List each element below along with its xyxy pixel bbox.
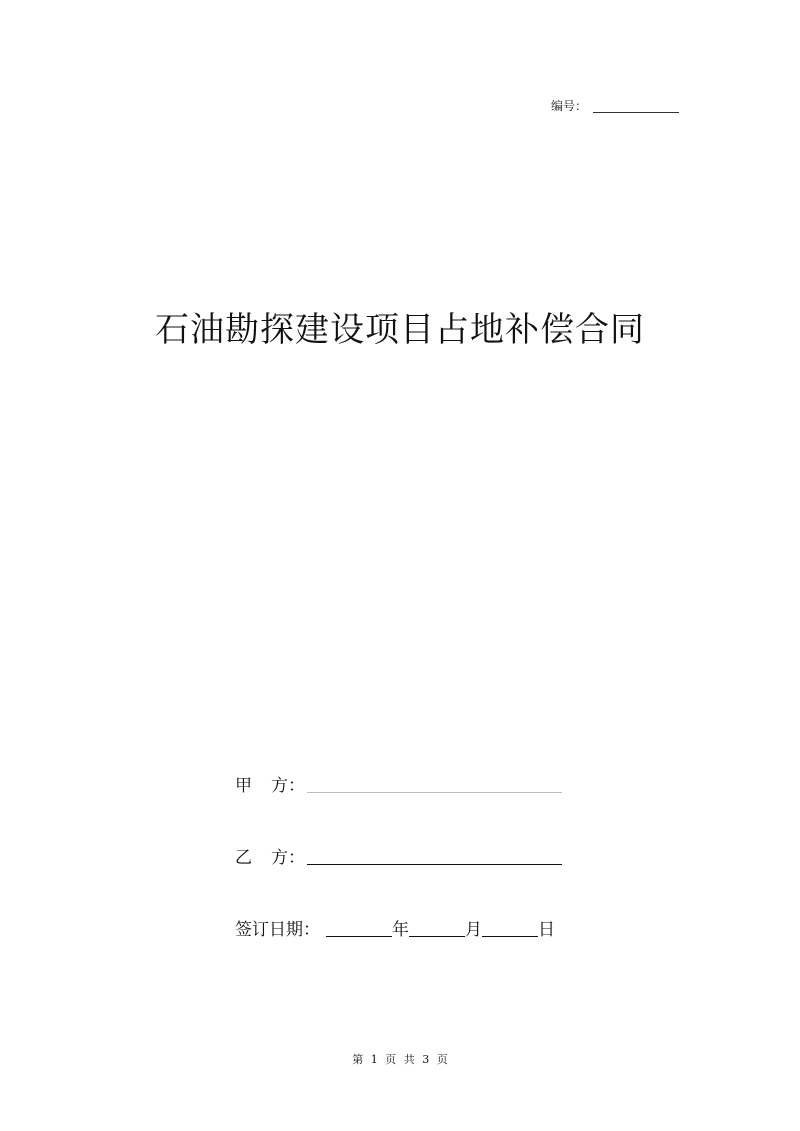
party-a-label-second: 方： xyxy=(271,776,305,796)
footer-current-page: 1 xyxy=(370,1053,378,1066)
serial-number-blank xyxy=(593,111,679,113)
party-a-blank xyxy=(307,791,562,793)
day-blank xyxy=(482,935,538,937)
sign-date-label: 签订日期： xyxy=(235,920,320,940)
page-footer xyxy=(0,1052,800,1068)
footer-total-pages: 3 xyxy=(422,1053,430,1066)
party-b-field xyxy=(235,845,562,871)
footer-word-page: 第 xyxy=(352,1053,364,1066)
month-label: 月 xyxy=(465,920,482,940)
party-a-field xyxy=(235,773,562,799)
footer-word-ye-2: 页 xyxy=(436,1053,448,1066)
footer-word-ye: 页 xyxy=(385,1053,397,1066)
serial-number-label: 编号： xyxy=(551,99,588,113)
serial-number-line xyxy=(551,96,679,116)
year-label: 年 xyxy=(392,920,409,940)
party-b-blank xyxy=(307,863,562,865)
sign-date-field xyxy=(235,917,555,943)
footer-word-total: 共 xyxy=(403,1053,415,1066)
party-a-label-first: 甲 xyxy=(235,776,252,796)
month-blank xyxy=(409,935,465,937)
year-blank xyxy=(326,935,392,937)
day-label: 日 xyxy=(538,920,555,940)
party-b-label-second: 方： xyxy=(271,848,305,868)
page-title: 石油勘探建设项目占地补偿合同 xyxy=(155,310,645,350)
party-b-label-first: 乙 xyxy=(235,848,252,868)
